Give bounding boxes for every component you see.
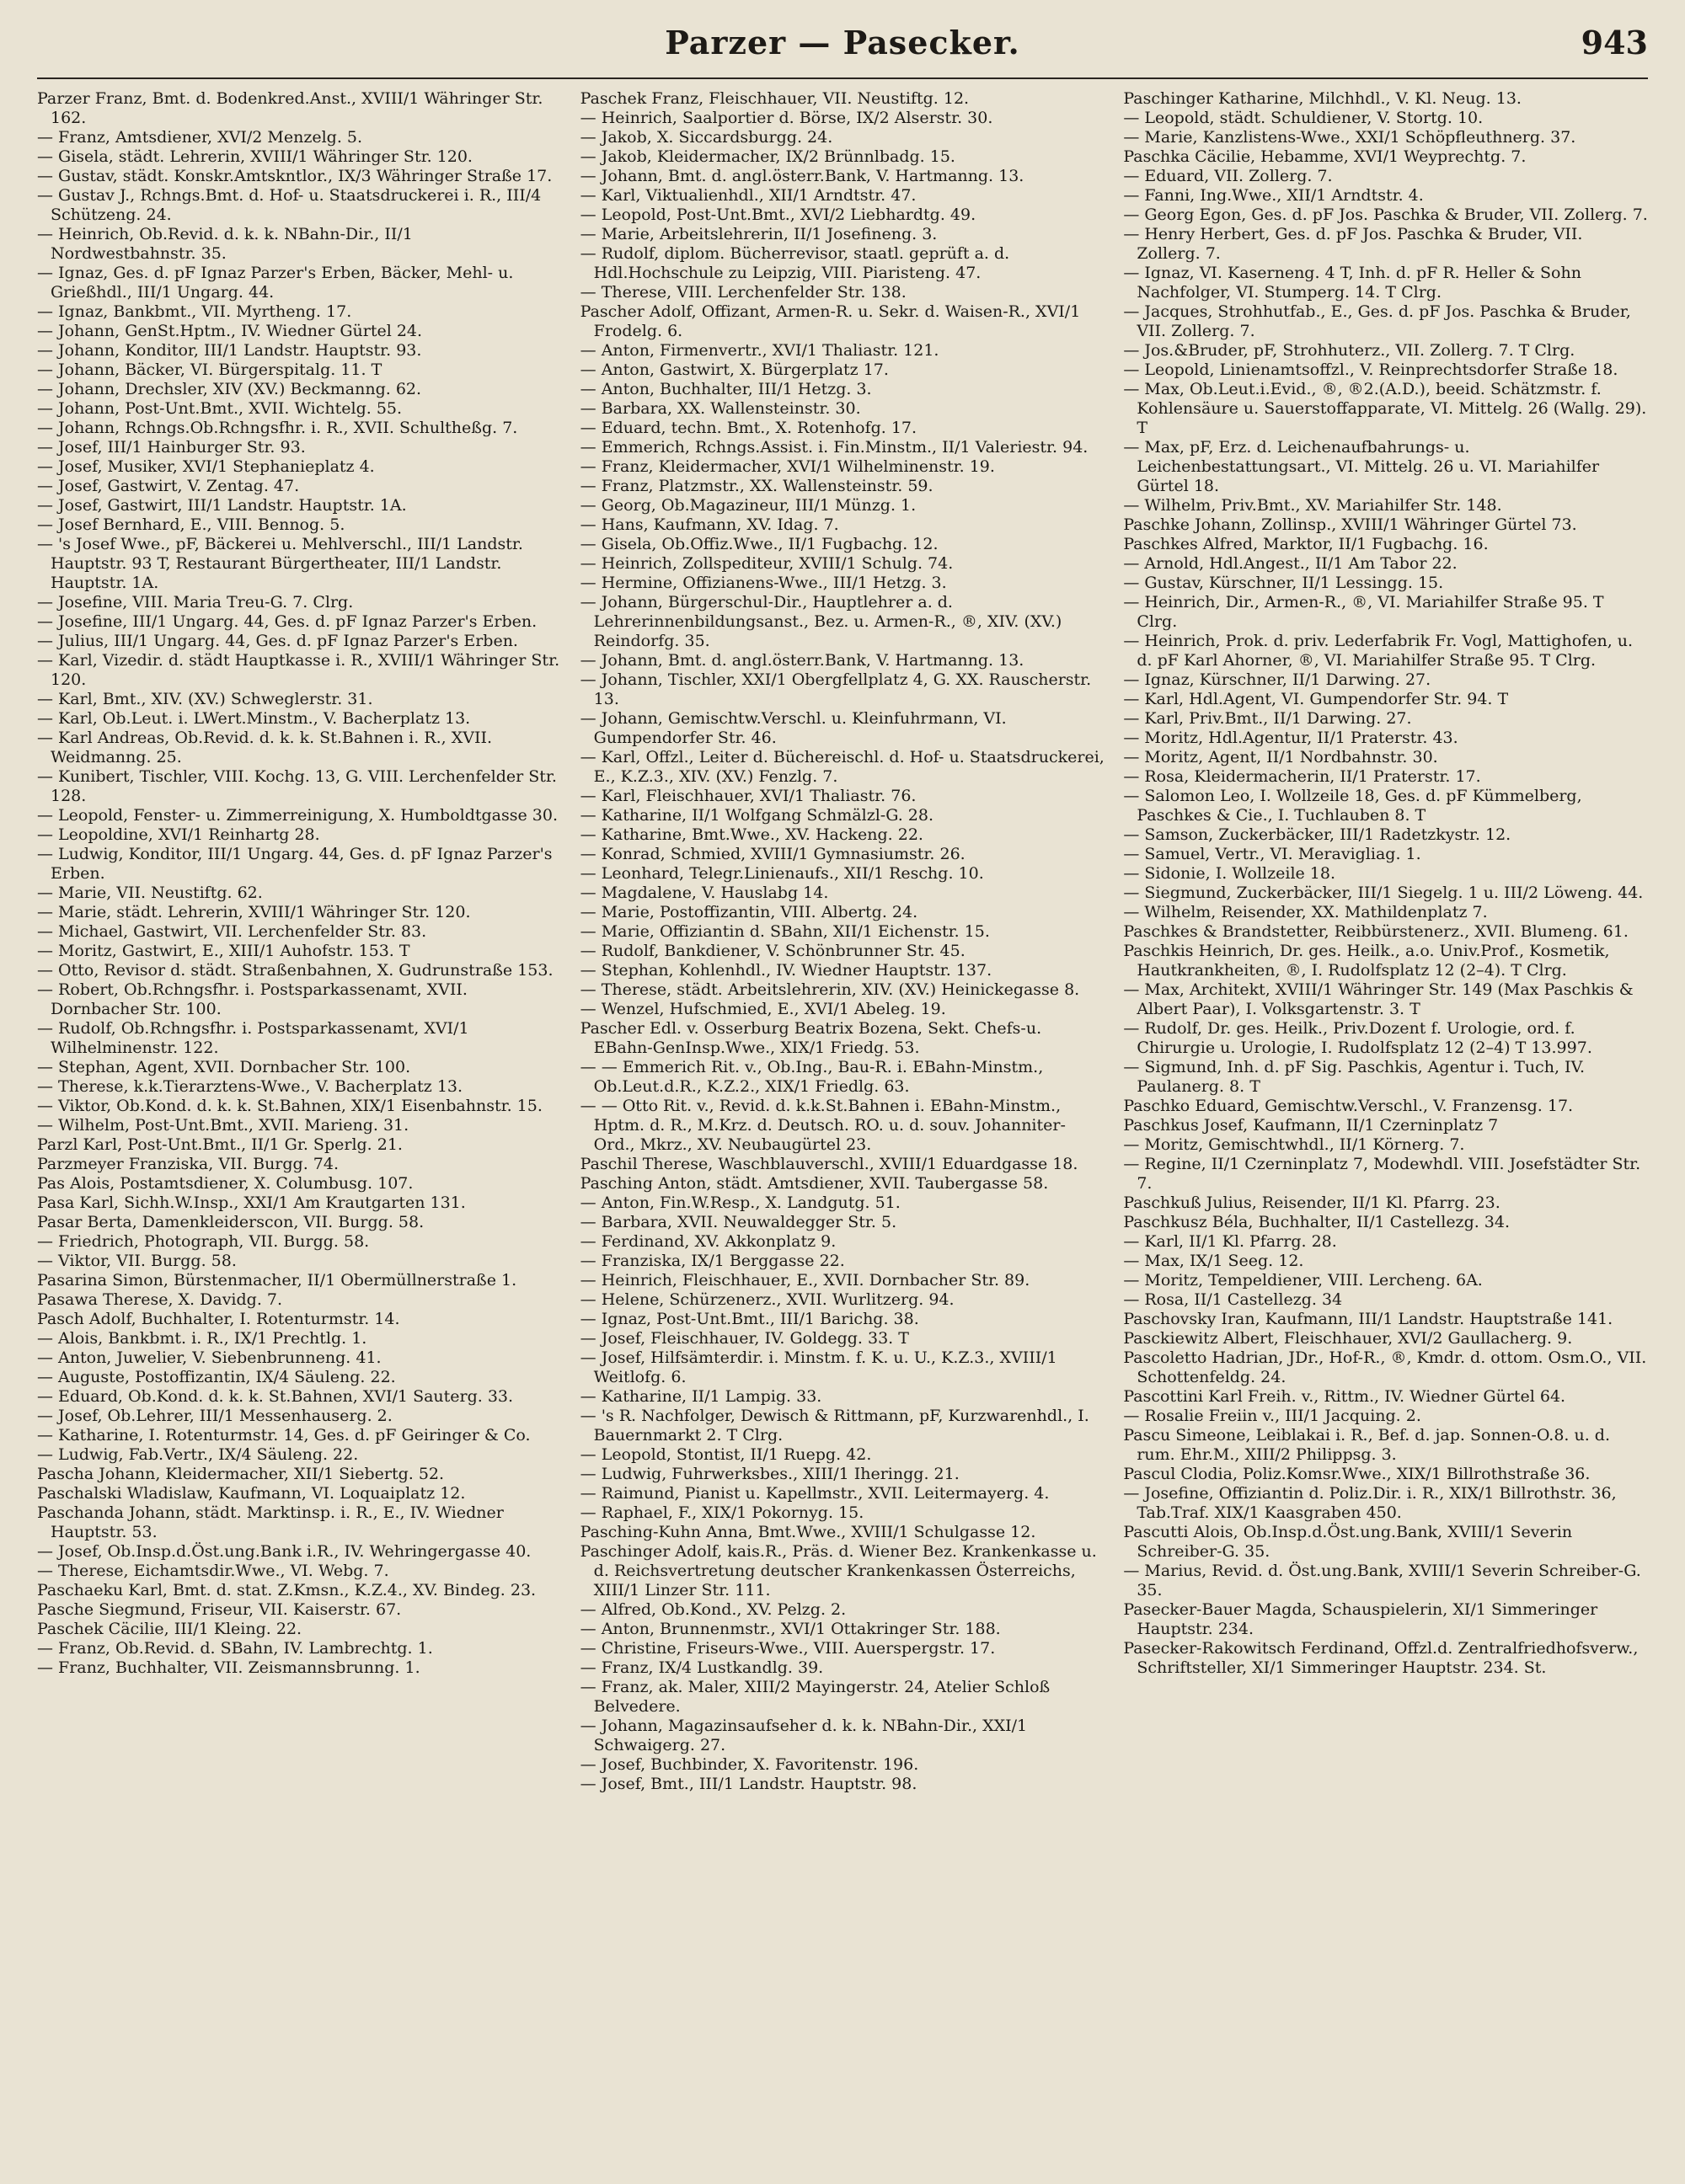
directory-entry: Paschka Cäcilie, Hebamme, XVI/1 Weyprechtg. 7. — [1123, 147, 1527, 166]
directory-entry: — Katharine, Bmt.Wwe., XV. Hackeng. 22. — [580, 825, 923, 844]
directory-entry: — Friedrich, Photograph, VII. Burgg. 58. — [37, 1232, 370, 1251]
directory-entry: — Johann, Gemischtw.Verschl. u. Kleinfuhrmann, VI. Gumpendorfer Str. 46. — [580, 709, 1007, 747]
directory-entry: Pasar Berta, Damenkleiderscon, VII. Burgg. 58. — [37, 1213, 425, 1231]
directory-entry: — Kunibert, Tischler, VIII. Kochg. 13, G. VIII. Lerchenfelder Str. 128. — [37, 767, 557, 805]
directory-entry: — Katharine, I. Rotenturmstr. 14, Ges. d. pF Geiringer & Co. — [37, 1426, 531, 1444]
directory-entry: Pasecker-Bauer Magda, Schauspielerin, XI/1 Simmeringer Hauptstr. 234. — [1123, 1600, 1598, 1638]
directory-entry: — Johann, Bürgerschul-Dir., Hauptlehrer a. d. Lehrerinnenbildungsanst., Bez. u. Armen-R., ®, XIV. (XV.) Reindorfg. 35. — [580, 593, 1062, 650]
directory-entry: — Josef, Hilfsämterdir. i. Minstm. f. K. u. U., K.Z.3., XVIII/1 Weitlofg. 6. — [580, 1348, 1057, 1386]
directory-entry: Pasching Anton, städt. Amtsdiener, XVII. Taubergasse 58. — [580, 1174, 1049, 1193]
directory-entry: — Alfred, Ob.Kond., XV. Pelzg. 2. — [580, 1600, 847, 1619]
directory-entry: Paschinger Adolf, kais.R., Präs. d. Wiener Bez. Krankenkasse u. d. Reichsvertretung deutscher Krankenkassen Österreichs, XIII/1 Linzer Str. 111. — [580, 1542, 1097, 1599]
directory-entry: — Raimund, Pianist u. Kapellmstr., XVII. Leitermayerg. 4. — [580, 1484, 1050, 1503]
directory-entry: Paschkusz Béla, Buchhalter, II/1 Castellezg. 34. — [1123, 1213, 1511, 1231]
directory-entry: — Josef, Fleischhauer, IV. Goldegg. 33. T — [580, 1329, 909, 1348]
directory-entry: — Johann, Bmt. d. angl.österr.Bank, V. Hartmanng. 13. — [580, 167, 1024, 185]
directory-entry: — Johann, Magazinsaufseher d. k. k. NBahn-Dir., XXI/1 Schwaigerg. 27. — [580, 1717, 1028, 1754]
directory-entry: — Sigmund, Inh. d. pF Sig. Paschkis, Agentur i. Tuch, IV. Paulanerg. 8. T — [1123, 1058, 1586, 1096]
directory-entry: — Arnold, Hdl.Angest., II/1 Am Tabor 22. — [1123, 554, 1458, 573]
directory-entry: — Marie, VII. Neustiftg. 62. — [37, 884, 263, 902]
directory-entry: Pasching-Kuhn Anna, Bmt.Wwe., XVIII/1 Schulgasse 12. — [580, 1523, 1036, 1541]
directory-entry: Pasch Adolf, Buchhalter, I. Rotenturmstr. 14. — [37, 1310, 400, 1328]
directory-entry: — Jos.&Bruder, pF, Strohhuterz., VII. Zollerg. 7. T Clrg. — [1123, 341, 1575, 360]
directory-entry: — Josef, Bmt., III/1 Landstr. Hauptstr. 98. — [580, 1775, 917, 1793]
directory-entry: — Jakob, X. Siccardsburgg. 24. — [580, 128, 833, 147]
directory-entry: — Ignaz, Bankbmt., VII. Myrtheng. 17. — [37, 302, 352, 321]
column-3 — [1123, 89, 1648, 2160]
directory-entry: Paschek Franz, Fleischhauer, VII. Neustiftg. 12. — [580, 89, 970, 108]
directory-entry: — Marie, Arbeitslehrerin, II/1 Josefineng. 3. — [580, 225, 938, 243]
directory-entry: — Julius, III/1 Ungarg. 44, Ges. d. pF Ignaz Parzer's Erben. — [37, 632, 518, 650]
directory-entry: — Jakob, Kleidermacher, IX/2 Brünnlbadg. 15. — [580, 147, 955, 166]
directory-entry: — Karl, Offzl., Leiter d. Büchereischl. d. Hof- u. Staatsdruckerei, E., K.Z.3., XIV. (XV.) Fenzlg. 7. — [580, 748, 1105, 786]
directory-entry: — Josef Bernhard, E., VIII. Bennog. 5. — [37, 515, 345, 534]
directory-entry: — Leopoldine, XVI/1 Reinhartg 28. — [37, 825, 320, 844]
directory-entry: — Samuel, Vertr., VI. Meravigliag. 1. — [1123, 845, 1421, 863]
directory-entry: — Josefine, Offiziantin d. Poliz.Dir. i. R., XIX/1 Billrothstr. 36, Tab.Traf. XIX/1 Kaasgraben 450. — [1123, 1484, 1617, 1522]
directory-entry: — Josefine, III/1 Ungarg. 44, Ges. d. pF Ignaz Parzer's Erben. — [37, 612, 538, 631]
directory-entry: — Rudolf, diplom. Bücherrevisor, staatl. geprüft a. d. Hdl.Hochschule zu Leipzig, VIII. Piaristeng. 47. — [580, 244, 1010, 282]
directory-entry: — Johann, Post-Unt.Bmt., XVII. Wichtelg. 55. — [37, 399, 403, 418]
directory-entry: — Max, IX/1 Seeg. 12. — [1123, 1252, 1304, 1270]
directory-entry: — Josef, Gastwirt, III/1 Landstr. Hauptstr. 1A. — [37, 496, 407, 515]
directory-entry: — Emmerich, Rchngs.Assist. i. Fin.Minstm., II/1 Valeriestr. 94. — [580, 438, 1089, 457]
directory-entry: Paschaeku Karl, Bmt. d. stat. Z.Kmsn., K.Z.4., XV. Bindeg. 23. — [37, 1581, 537, 1599]
directory-entry: — Wilhelm, Priv.Bmt., XV. Mariahilfer Str. 148. — [1123, 496, 1502, 515]
directory-entry: Pascu Simeone, Leiblakai i. R., Bef. d. jap. Sonnen-O.8. u. d. rum. Ehr.M., XIII/2 Philippsg. 3. — [1123, 1426, 1611, 1464]
directory-entry: — Ludwig, Fuhrwerksbes., XIII/1 Iheringg. 21. — [580, 1465, 960, 1483]
directory-entry: — Katharine, II/1 Wolfgang Schmälzl-G. 28. — [580, 806, 934, 825]
directory-entry: — Henry Herbert, Ges. d. pF Jos. Paschka & Bruder, VII. Zollerg. 7. — [1123, 225, 1583, 263]
directory-entry: — Viktor, VII. Burgg. 58. — [37, 1252, 237, 1270]
directory-entry: — Karl, II/1 Kl. Pfarrg. 28. — [1123, 1232, 1337, 1251]
directory-entry: — Robert, Ob.Rchngsfhr. i. Postsparkassenamt, XVII. Dornbacher Str. 100. — [37, 980, 468, 1018]
directory-entry: — Gustav, städt. Konskr.Amtskntlor., IX/3 Währinger Straße 17. — [37, 167, 553, 185]
directory-entry: Parzmeyer Franziska, VII. Burgg. 74. — [37, 1155, 340, 1173]
directory-entry: — Franz, ak. Maler, XIII/2 Mayingerstr. 24, Atelier Schloß Belvedere. — [580, 1678, 1051, 1716]
directory-entry: — Leopold, städt. Schuldiener, V. Stortg. 10. — [1123, 109, 1484, 127]
directory-entry: — Magdalene, V. Hauslabg 14. — [580, 884, 829, 902]
directory-entry: — Johann, Bmt. d. angl.österr.Bank, V. Hartmanng. 13. — [580, 651, 1024, 670]
directory-entry: — Moritz, Tempeldiener, VIII. Lercheng. 6A. — [1123, 1271, 1483, 1290]
directory-entry: — Eduard, Ob.Kond. d. k. k. St.Bahnen, XVI/1 Sauterg. 33. — [37, 1387, 514, 1406]
directory-entry: Pascul Clodia, Poliz.Komsr.Wwe., XIX/1 Billrothstraße 36. — [1123, 1465, 1591, 1483]
directory-entry: Paschko Eduard, Gemischtw.Verschl., V. Franzensg. 17. — [1123, 1097, 1574, 1115]
directory-entry: — 's R. Nachfolger, Dewisch & Rittmann, pF, Kurzwarenhdl., I. Bauernmarkt 2. T Clrg. — [580, 1407, 1089, 1444]
directory-entry: — Ignaz, Post-Unt.Bmt., III/1 Barichg. 38. — [580, 1310, 919, 1328]
directory-entry: — Alois, Bankbmt. i. R., IX/1 Prechtlg. 1. — [37, 1329, 367, 1348]
directory-entry: — Max, pF, Erz. d. Leichenaufbahrungs- u. Leichenbestattungsart., VI. Mittelg. 26 u. VI. Mariahilfer Gürtel 18. — [1123, 438, 1600, 495]
directory-entry: Paschkus Josef, Kaufmann, II/1 Czerninplatz 7 — [1123, 1116, 1499, 1135]
directory-entry: Pasckiewitz Albert, Fleischhauer, XVI/2 Gaullacherg. 9. — [1123, 1329, 1573, 1348]
directory-entry: — Marie, Postoffizantin, VIII. Albertg. 24. — [580, 903, 918, 921]
directory-entry: — Ignaz, Kürschner, II/1 Darwing. 27. — [1123, 670, 1431, 689]
directory-entry: Paschil Therese, Waschblauverschl., XVIII/1 Eduardgasse 18. — [580, 1155, 1078, 1173]
directory-entry: Pasa Karl, Sichh.W.Insp., XXI/1 Am Krautgarten 131. — [37, 1193, 466, 1212]
directory-entry: Pascher Adolf, Offizant, Armen-R. u. Sekr. d. Waisen-R., XVI/1 Frodelg. 6. — [580, 302, 1081, 340]
directory-entry: — Ludwig, Fab.Vertr., IX/4 Säuleng. 22. — [37, 1445, 359, 1464]
running-head — [0, 24, 1685, 74]
directory-entry: — Anton, Firmenvertr., XVI/1 Thaliastr. 121. — [580, 341, 939, 360]
directory-entry: — Karl, Bmt., XIV. (XV.) Schweglerstr. 31. — [37, 690, 373, 708]
directory-entry: Paschalski Wladislaw, Kaufmann, VI. Loquaiplatz 12. — [37, 1484, 466, 1503]
directory-entry: — Hans, Kaufmann, XV. Idag. 7. — [580, 515, 839, 534]
directory-entry: — Franz, Amtsdiener, XVI/2 Menzelg. 5. — [37, 128, 363, 147]
directory-entry: — Leopold, Linienamtsoffzl., V. Reinprechtsdorfer Straße 18. — [1123, 360, 1618, 379]
directory-entry: — Heinrich, Prok. d. priv. Lederfabrik Fr. Vogl, Mattighofen, u. d. pF Karl Ahorner, ®, VI. Mariahilfer Straße 95. T Clrg. — [1123, 632, 1634, 670]
directory-entry: — Eduard, techn. Bmt., X. Rotenhofg. 17. — [580, 419, 917, 437]
directory-entry: — Josef, Ob.Insp.d.Öst.ung.Bank i.R., IV. Wehringergasse 40. — [37, 1542, 532, 1561]
directory-entry: — Therese, VIII. Lerchenfelder Str. 138. — [580, 283, 907, 302]
directory-entry: — Johann, Bäcker, VI. Bürgerspitalg. 11. T — [37, 360, 382, 379]
directory-entry: — Otto, Revisor d. städt. Straßenbahnen, X. Gudrunstraße 153. — [37, 961, 554, 980]
page-number: 943 — [1581, 24, 1648, 61]
directory-entry: — Karl Andreas, Ob.Revid. d. k. k. St.Bahnen i. R., XVII. Weidmanng. 25. — [37, 729, 493, 766]
directory-entry: — Eduard, VII. Zollerg. 7. — [1123, 167, 1333, 185]
directory-entry: — Moritz, Hdl.Agentur, II/1 Praterstr. 43. — [1123, 729, 1458, 747]
directory-entry: — Georg, Ob.Magazineur, III/1 Münzg. 1. — [580, 496, 917, 515]
directory-entry: — Regine, II/1 Czerninplatz 7, Modewhdl. VIII. Josefstädter Str. 7. — [1123, 1155, 1641, 1193]
directory-entry: — Ignaz, Ges. d. pF Ignaz Parzer's Erben, Bäcker, Mehl- u. Grießhdl., III/1 Ungarg. 44. — [37, 264, 514, 302]
directory-entry: — Anton, Juwelier, V. Siebenbrunneng. 41. — [37, 1348, 382, 1367]
directory-entry: — Auguste, Postoffizantin, IX/4 Säuleng. 22. — [37, 1368, 396, 1386]
directory-entry: — Moritz, Agent, II/1 Nordbahnstr. 30. — [1123, 748, 1438, 766]
directory-entry: — Hermine, Offizianens-Wwe., III/1 Hetzg. 3. — [580, 574, 947, 592]
directory-entry: — Jacques, Strohhutfab., E., Ges. d. pF Jos. Paschka & Bruder, VII. Zollerg. 7. — [1123, 302, 1631, 340]
directory-entry: — Ferdinand, XV. Akkonplatz 9. — [580, 1232, 837, 1251]
directory-entry: — Leopold, Post-Unt.Bmt., XVI/2 Liebhardtg. 49. — [580, 206, 976, 224]
directory-entry: — Therese, städt. Arbeitslehrerin, XIV. (XV.) Heinickegasse 8. — [580, 980, 1080, 999]
directory-entry: — Katharine, II/1 Lampig. 33. — [580, 1387, 822, 1406]
directory-entry: — Johann, Drechsler, XIV (XV.) Beckmanng. 62. — [37, 380, 422, 398]
directory-entry: — Johann, Konditor, III/1 Landstr. Hauptstr. 93. — [37, 341, 422, 360]
directory-entry: — Marie, Kanzlistens-Wwe., XXI/1 Schöpfleuthnerg. 37. — [1123, 128, 1576, 147]
directory-entry: — Anton, Gastwirt, X. Bürgerplatz 17. — [580, 360, 889, 379]
directory-entry: Pascottini Karl Freih. v., Rittm., IV. Wiedner Gürtel 64. — [1123, 1387, 1566, 1406]
directory-entry: — Franziska, IX/1 Berggasse 22. — [580, 1252, 845, 1270]
directory-entry: Pasawa Therese, X. Davidg. 7. — [37, 1290, 283, 1309]
directory-entry: — Salomon Leo, I. Wollzeile 18, Ges. d. pF Kümmelberg, Paschkes & Cie., I. Tuchlauben 8. T — [1123, 787, 1582, 825]
directory-entry: — Rudolf, Ob.Rchngsfhr. i. Postsparkassenamt, XVI/1 Wilhelminenstr. 122. — [37, 1019, 469, 1057]
directory-entry: — Siegmund, Zuckerbäcker, III/1 Siegelg. 1 u. III/2 Löweng. 44. — [1123, 884, 1644, 902]
directory-entry: — Rosalie Freiin v., III/1 Jacquing. 2. — [1123, 1407, 1421, 1425]
directory-entry: Pascher Edl. v. Osserburg Beatrix Bozena, Sekt. Chefs-u. EBahn-GenInsp.Wwe., XIX/1 Friedg. 53. — [580, 1019, 1042, 1057]
directory-entry: — Josefine, VIII. Maria Treu-G. 7. Clrg. — [37, 593, 354, 611]
directory-entry: Paschkes Alfred, Marktor, II/1 Fugbachg. 16. — [1123, 535, 1489, 553]
directory-entry: — Karl, Viktualienhdl., XII/1 Arndtstr. 47. — [580, 186, 917, 205]
directory-entry: — Christine, Friseurs-Wwe., VIII. Auerspergstr. 17. — [580, 1639, 996, 1658]
directory-entry: — Heinrich, Fleischhauer, E., XVII. Dornbacher Str. 89. — [580, 1271, 1030, 1290]
directory-entry: — Therese, Eichamtsdir.Wwe., VI. Webg. 7. — [37, 1562, 389, 1580]
directory-entry: — Anton, Brunnenmstr., XVI/1 Ottakringer Str. 188. — [580, 1620, 1001, 1638]
directory-entry: — Leopold, Stontist, II/1 Ruepg. 42. — [580, 1445, 872, 1464]
directory-entry: — Raphael, F., XIX/1 Pokornyg. 15. — [580, 1503, 864, 1522]
directory-entry: — Heinrich, Zollspediteur, XVIII/1 Schulg. 74. — [580, 554, 954, 573]
directory-entry: Paschkis Heinrich, Dr. ges. Heilk., a.o. Univ.Prof., Kosmetik, Hautkrankheiten, ®, I. Rudolfsplatz 12 (2–4). T Clrg. — [1123, 942, 1610, 980]
directory-entry: — Karl, Vizedir. d. städt Hauptkasse i. R., XVIII/1 Währinger Str. 120. — [37, 651, 560, 689]
directory-entry: Pas Alois, Postamtsdiener, X. Columbusg. 107. — [37, 1174, 414, 1193]
directory-entry: — Georg Egon, Ges. d. pF Jos. Paschka & Bruder, VII. Zollerg. 7. — [1123, 206, 1648, 224]
directory-entry: — Karl, Hdl.Agent, VI. Gumpendorfer Str. 94. T — [1123, 690, 1509, 708]
directory-entry: Pascutti Alois, Ob.Insp.d.Öst.ung.Bank, XVIII/1 Severin Schreiber-G. 35. — [1123, 1523, 1573, 1561]
directory-entry: — Marie, Offiziantin d. SBahn, XII/1 Eichenstr. 15. — [580, 922, 990, 941]
directory-entry: — Gisela, städt. Lehrerin, XVIII/1 Währinger Str. 120. — [37, 147, 473, 166]
directory-entry: — Heinrich, Dir., Armen-R., ®, VI. Mariahilfer Straße 95. T Clrg. — [1123, 593, 1604, 631]
directory-entry: — Rudolf, Bankdiener, V. Schönbrunner Str. 45. — [580, 942, 966, 960]
directory-entry: Parzl Karl, Post-Unt.Bmt., II/1 Gr. Sperlg. 21. — [37, 1135, 403, 1154]
directory-entry: — Franz, Platzmstr., XX. Wallensteinstr. 59. — [580, 477, 933, 495]
directory-entry: — Heinrich, Saalportier d. Börse, IX/2 Alserstr. 30. — [580, 109, 993, 127]
directory-entry: — Therese, k.k.Tierarztens-Wwe., V. Bacherplatz 13. — [37, 1077, 463, 1096]
directory-entry: — Rudolf, Dr. ges. Heilk., Priv.Dozent f. Urologie, ord. f. Chirurgie u. Urologie, I. Rudolfsplatz 12 (2–4) T 13.997. — [1123, 1019, 1592, 1057]
directory-entry: — Marius, Revid. d. Öst.ung.Bank, XVIII/1 Severin Schreiber-G. 35. — [1123, 1562, 1641, 1599]
directory-entry: — Fanni, Ing.Wwe., XII/1 Arndtstr. 4. — [1123, 186, 1424, 205]
directory-entry: — Ludwig, Konditor, III/1 Ungarg. 44, Ges. d. pF Ignaz Parzer's Erben. — [37, 845, 553, 883]
directory-entry: — Karl, Ob.Leut. i. LWert.Minstm., V. Bacherplatz 13. — [37, 709, 471, 728]
directory-entry: Paschke Johann, Zollinsp., XVIII/1 Währinger Gürtel 73. — [1123, 515, 1577, 534]
directory-entry: Paschovsky Iran, Kaufmann, III/1 Landstr. Hauptstraße 141. — [1123, 1310, 1613, 1328]
directory-entry: — Max, Architekt, XVIII/1 Währinger Str. 149 (Max Paschkis & Albert Paar), I. Volksgartenstr. 3. T — [1123, 980, 1634, 1018]
column-1 — [37, 89, 562, 2160]
directory-entry: — Heinrich, Ob.Revid. d. k. k. NBahn-Dir., II/1 Nordwestbahnstr. 35. — [37, 225, 413, 263]
directory-entry: — Franz, Ob.Revid. d. SBahn, IV. Lambrechtg. 1. — [37, 1639, 433, 1658]
directory-entry: — Karl, Priv.Bmt., II/1 Darwing. 27. — [1123, 709, 1412, 728]
directory-entry: — Michael, Gastwirt, VII. Lerchenfelder Str. 83. — [37, 922, 427, 941]
directory-entry: — Stephan, Kohlenhdl., IV. Wiedner Hauptstr. 137. — [580, 961, 992, 980]
directory-entry: — Barbara, XVII. Neuwaldegger Str. 5. — [580, 1213, 897, 1231]
directory-entry: — Franz, Kleidermacher, XVI/1 Wilhelminenstr. 19. — [580, 457, 995, 476]
directory-entry: Paschkes & Brandstetter, Reibbürstenerz., XVII. Blumeng. 61. — [1123, 922, 1629, 941]
directory-entry: — Johann, GenSt.Hptm., IV. Wiedner Gürtel 24. — [37, 322, 423, 340]
directory-entry: — Rosa, Kleidermacherin, II/1 Praterstr. 17. — [1123, 767, 1481, 786]
directory-entry: — Ignaz, VI. Kaserneng. 4 T, Inh. d. pF R. Heller & Sohn Nachfolger, VI. Stumperg. 14. T Clrg. — [1123, 264, 1581, 302]
directory-entry: — Konrad, Schmied, XVIII/1 Gymnasiumstr. 26. — [580, 845, 966, 863]
directory-entry: — Karl, Fleischhauer, XVI/1 Thaliastr. 76. — [580, 787, 917, 805]
directory-entry: — Moritz, Gastwirt, E., XIII/1 Auhofstr. 153. T — [37, 942, 410, 960]
directory-entry: Paschinger Katharine, Milchhdl., V. Kl. Neug. 13. — [1123, 89, 1522, 108]
directory-entry: — Sidonie, I. Wollzeile 18. — [1123, 864, 1336, 883]
directory-entry: Pasarina Simon, Bürstenmacher, II/1 Obermüllnerstraße 1. — [37, 1271, 517, 1290]
directory-entry: — Gustav, Kürschner, II/1 Lessingg. 15. — [1123, 574, 1444, 592]
directory-entry: — Barbara, XX. Wallensteinstr. 30. — [580, 399, 861, 418]
directory-entry: — Johann, Tischler, XXI/1 Obergfellplatz 4, G. XX. Rauscherstr. 13. — [580, 670, 1092, 708]
directory-entry: — Moritz, Gemischtwhdl., II/1 Körnerg. 7. — [1123, 1135, 1465, 1154]
directory-entry: — — Otto Rit. v., Revid. d. k.k.St.Bahnen i. EBahn-Minstm., Hptm. d. R., M.Krz. d. Deutsch. RO. u. d. souv. Johanniter-Ord., Mkrz., XV. Neubaugürtel 23. — [580, 1097, 1066, 1154]
page-title: Parzer — Pasecker. — [665, 24, 1020, 61]
directory-entry: — Josef, Buchbinder, X. Favoritenstr. 196. — [580, 1755, 919, 1774]
directory-entry: — Josef, Musiker, XVI/1 Stephanieplatz 4. — [37, 457, 375, 476]
directory-entry: Paschek Cäcilie, III/1 Kleing. 22. — [37, 1620, 302, 1638]
directory-entry: — Anton, Buchhalter, III/1 Hetzg. 3. — [580, 380, 872, 398]
header-rule — [37, 77, 1648, 79]
directory-entry: — Franz, IX/4 Lustkandlg. 39. — [580, 1658, 824, 1677]
directory-entry: — Johann, Rchngs.Ob.Rchngsfhr. i. R., XVII. Schultheßg. 7. — [37, 419, 518, 437]
directory-entry: — — Emmerich Rit. v., Ob.Ing., Bau-R. i. EBahn-Minstm., Ob.Leut.d.R., K.Z.2., XIX/1 Friedlg. 63. — [580, 1058, 1044, 1096]
directory-entry: — Wilhelm, Reisender, XX. Mathildenplatz 7. — [1123, 903, 1488, 921]
directory-entry: Pascha Johann, Kleidermacher, XII/1 Siebertg. 52. — [37, 1465, 445, 1483]
directory-entry: — Leonhard, Telegr.Linienaufs., XII/1 Reschg. 10. — [580, 864, 984, 883]
directory-entry: — Leopold, Fenster- u. Zimmerreinigung, X. Humboldtgasse 30. — [37, 806, 559, 825]
directory-entry: — Wenzel, Hufschmied, E., XVI/1 Abeleg. 19. — [580, 1000, 946, 1018]
directory-entry: Pascoletto Hadrian, JDr., Hof-R., ®, Kmdr. d. ottom. Osm.O., VII. Schottenfeldg. 24. — [1123, 1348, 1647, 1386]
directory-entry: — Helene, Schürzenerz., XVII. Wurlitzerg. 94. — [580, 1290, 955, 1309]
directory-entry: — Rosa, II/1 Castellezg. 34 — [1123, 1290, 1343, 1309]
directory-entry: — Max, Ob.Leut.i.Evid., ®, ®2.(A.D.), beeid. Schätzmstr. f. Kohlensäure u. Sauerstoffapparate, VI. Mittelg. 26 (Wallg. 29). T — [1123, 380, 1647, 437]
directory-entry: Pasche Siegmund, Friseur, VII. Kaiserstr. 67. — [37, 1600, 402, 1619]
directory-entry: — Marie, städt. Lehrerin, XVIII/1 Währinger Str. 120. — [37, 903, 471, 921]
directory-entry: Pasecker-Rakowitsch Ferdinand, Offzl.d. Zentralfriedhofsverw., Schriftsteller, XI/1 Simmeringer Hauptstr. 234. St. — [1123, 1639, 1639, 1677]
directory-entry: — Josef, Gastwirt, V. Zentag. 47. — [37, 477, 300, 495]
directory-entry: Parzer Franz, Bmt. d. Bodenkred.Anst., XVIII/1 Währinger Str. 162. — [37, 89, 543, 127]
directory-entry: — Wilhelm, Post-Unt.Bmt., XVII. Marieng. 31. — [37, 1116, 409, 1135]
directory-entry: — Josef, III/1 Hainburger Str. 93. — [37, 438, 306, 457]
directory-entry: — Anton, Fin.W.Resp., X. Landgutg. 51. — [580, 1193, 901, 1212]
directory-entry: — Josef, Ob.Lehrer, III/1 Messenhauserg. 2. — [37, 1407, 393, 1425]
directory-entry: Paschkuß Julius, Reisender, II/1 Kl. Pfarrg. 23. — [1123, 1193, 1500, 1212]
directory-entry: Paschanda Johann, städt. Marktinsp. i. R., E., IV. Wiedner Hauptstr. 53. — [37, 1503, 504, 1541]
column-2 — [580, 89, 1105, 2160]
directory-entry: — Samson, Zuckerbäcker, III/1 Radetzkystr. 12. — [1123, 825, 1511, 844]
directory-entry: — Stephan, Agent, XVII. Dornbacher Str. 100. — [37, 1058, 411, 1076]
directory-entry: — Franz, Buchhalter, VII. Zeismannsbrunng. 1. — [37, 1658, 420, 1677]
directory-entry: — Gisela, Ob.Offiz.Wwe., II/1 Fugbachg. 12. — [580, 535, 939, 553]
directory-entry: — 's Josef Wwe., pF, Bäckerei u. Mehlverschl., III/1 Landstr. Hauptstr. 93 T, Restaurant Bürgertheater, III/1 Landstr. Hauptstr. 1A. — [37, 535, 523, 592]
directory-entry: — Gustav J., Rchngs.Bmt. d. Hof- u. Staatsdruckerei i. R., III/4 Schützeng. 24. — [37, 186, 542, 224]
columns — [37, 89, 1648, 2160]
directory-entry: — Viktor, Ob.Kond. d. k. k. St.Bahnen, XIX/1 Eisenbahnstr. 15. — [37, 1097, 543, 1115]
